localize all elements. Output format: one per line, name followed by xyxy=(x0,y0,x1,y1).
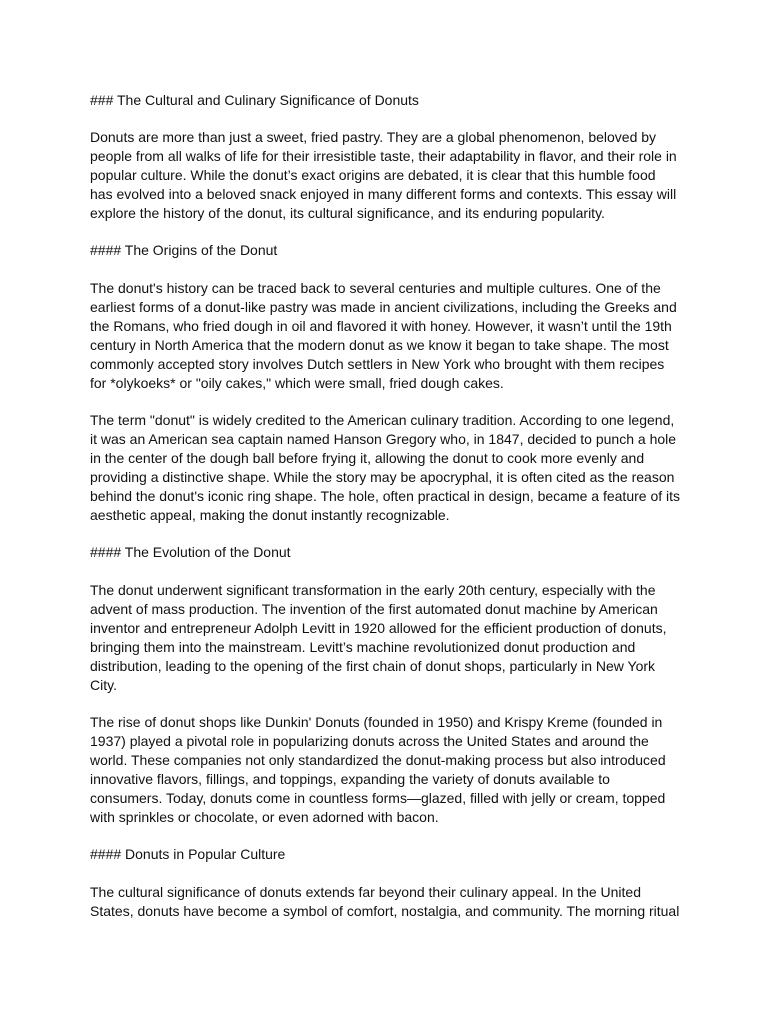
paragraph: The rise of donut shops like Dunkin' Donuts (founded in 1950) and Krispy Kreme (founded in 1937) played a pivotal role in popularizing donuts across the United States and around the world. These companies not only standardized the donut-making process but also introduced innovative flavors, fillings, and toppings, expanding the variety of donuts available to consumers. Today, donuts come in countless forms—glazed, filled with jelly or cream, topped with sprinkles or chocolate, or even adorned with bacon. xyxy=(90,714,666,825)
section-heading-evolution: #### The Evolution of the Donut xyxy=(90,544,291,560)
intro-paragraph: Donuts are more than just a sweet, fried pastry. They are a global phenomenon, beloved by people from all walks of life for their irresistible taste, their adaptability in flavor, and their role in popular culture. While the donut’s exact origins are debated, it is clear that this humble food has evolved into a beloved snack enjoyed in many different forms and contexts. This essay will explore the history of the donut, its cultural significance, and its enduring popularity. xyxy=(90,129,677,221)
paragraph: The donut underwent significant transformation in the early 20th century, especially with the advent of mass production. The invention of the first automated donut machine by American inventor and entrepreneur Adolph Levitt in 1920 allowed for the efficient production of donuts, bringing them into the mainstream. Levitt’s machine revolutionized donut production and distribution, leading to the opening of the first chain of donut shops, particularly in New York City. xyxy=(90,582,667,693)
document-page xyxy=(90,91,680,939)
paragraph: The donut's history can be traced back to several centuries and multiple cultures. One of the earliest forms of a donut-like pastry was made in ancient civilizations, including the Greeks and the Romans, who fried dough in oil and flavored it with honey. However, it wasn’t until the 19th century in North America that the modern donut as we know it began to take shape. The most commonly accepted story involves Dutch settlers in New York who brought with them recipes for *olykoeks* or "oily cakes," which were small, fried dough cakes. xyxy=(90,280,677,391)
paragraph: The term "donut" is widely credited to the American culinary tradition. According to one legend, it was an American sea captain named Hanson Gregory who, in 1847, decided to punch a hole in the center of the dough ball before frying it, allowing the donut to cook more evenly and providing a distinctive shape. While the story may be apocryphal, it is often cited as the reason behind the donut's iconic ring shape. The hole, often practical in design, became a feature of its aesthetic appeal, making the donut instantly recognizable. xyxy=(90,412,681,523)
section-heading-origins: #### The Origins of the Donut xyxy=(90,242,278,258)
document-title: ### The Cultural and Culinary Significance of Donuts xyxy=(90,92,419,108)
section-heading-popular-culture: #### Donuts in Popular Culture xyxy=(90,846,286,862)
paragraph: The cultural significance of donuts extends far beyond their culinary appeal. In the United States, donuts have become a symbol of comfort, nostalgia, and community. The morning ritual xyxy=(90,884,680,919)
